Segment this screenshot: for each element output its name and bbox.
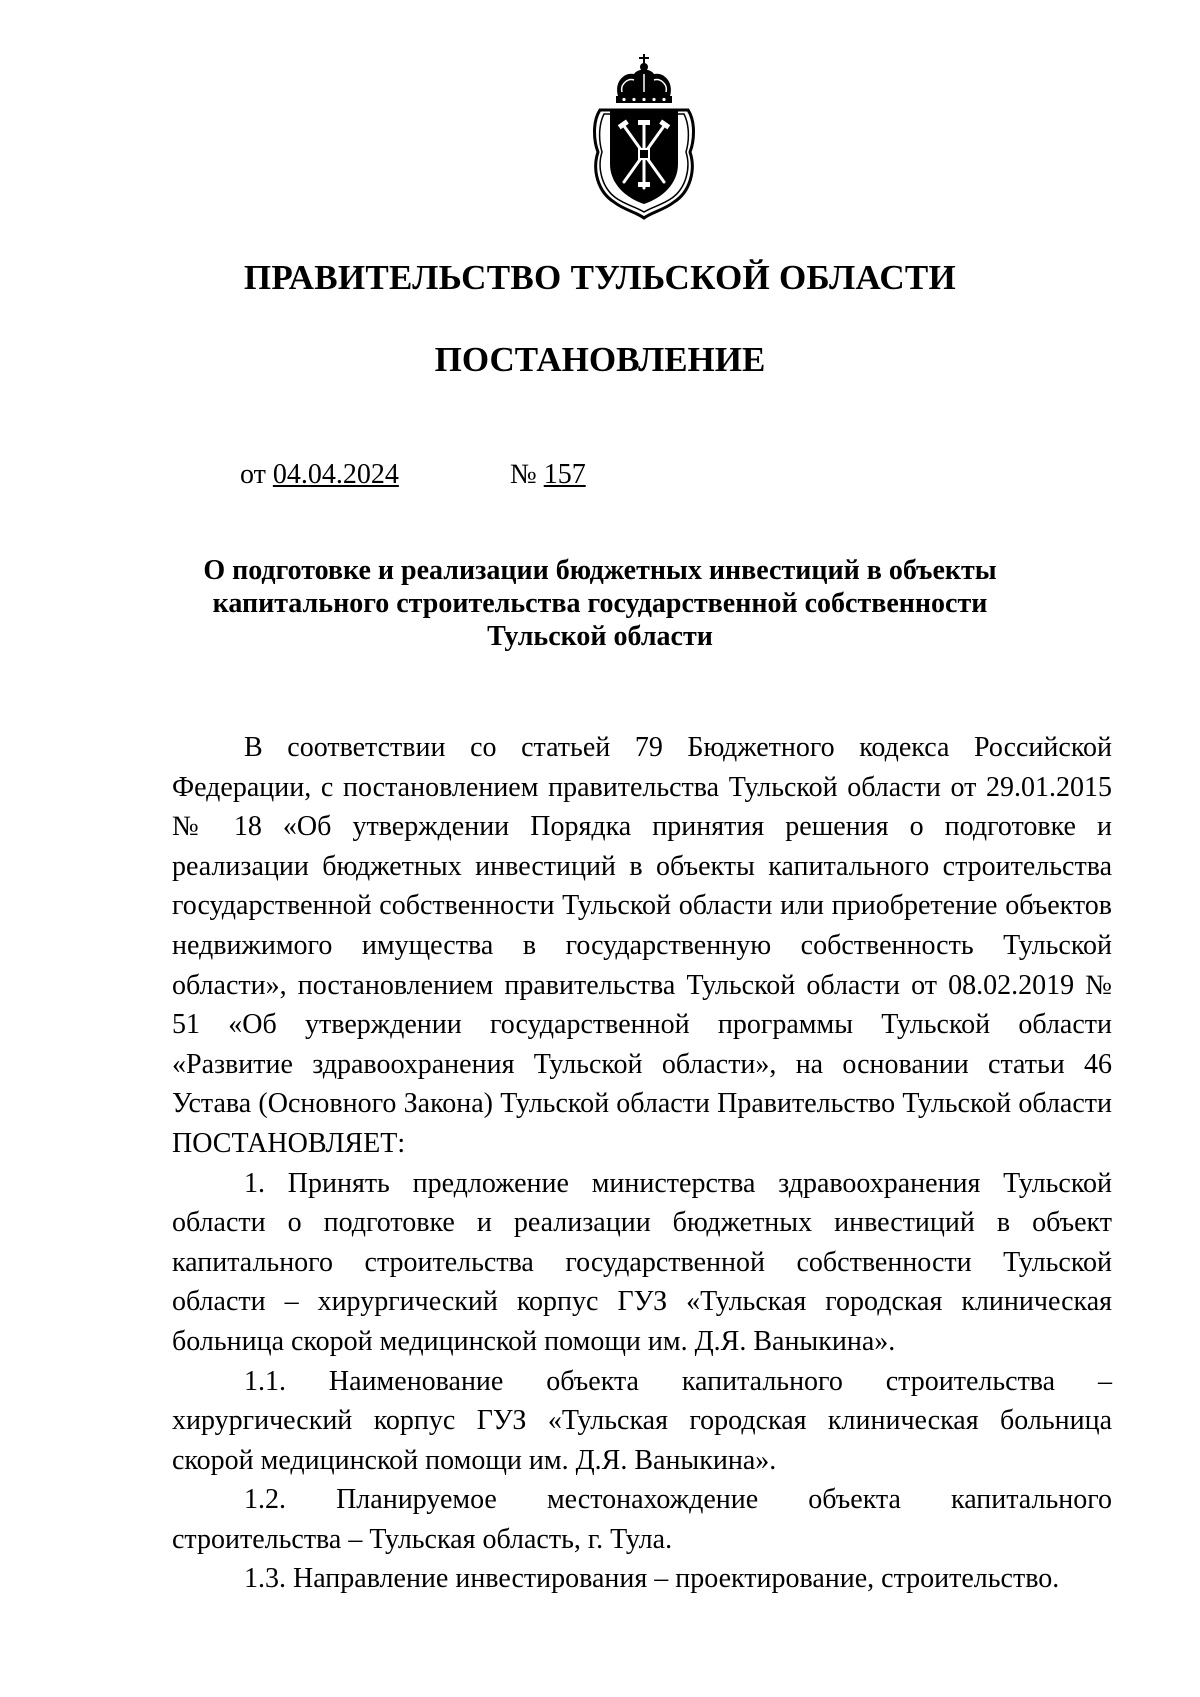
tula-coat-of-arms-icon <box>590 52 698 222</box>
item-1-3-paragraph: 1.3. Направление инвестирования – проектирование, строительство. <box>244 1563 1060 1595</box>
document-body <box>172 728 1112 1599</box>
item-1-paragraph: 1. Принять предложение министерства здравоохранения Тульской области о подготовке и реализации бюджетных инвестиций в объект капитального строительства государственной собственности Тульской области – хирургический корпус ГУЗ «Тульская городская клиническая больница скорой медицинской помощи им. Д.Я. Ваныкина». <box>172 1167 1112 1357</box>
number-prefix: № <box>510 459 544 490</box>
item-1-1-paragraph: 1.1. Наименование объекта капитального строительства – хирургический корпус ГУЗ «Тульская городская клиническая больница скорой медицинской помощи им. Д.Я. Ваныкина». <box>172 1365 1112 1476</box>
document-type-title: ПОСТАНОВЛЕНИЕ <box>434 340 766 379</box>
document-subject <box>170 554 1030 653</box>
preamble-paragraph: В соответствии со статьей 79 Бюджетного кодекса Российской Федерации, с постановлением правительства Тульской области от 29.01.2015 № 18 «Об утверждении Порядка принятия решения о подготовке и реализации бюджетных инвестиций в объекты капитального строительства государственной собственности Тульской области или приобретение объектов недвижимого имущества в государственную собственность Тульской области», постановлением правительства Тульской области от 08.02.2019 № 51 «Об утверждении государственной программы Тульской области «Развитие здравоохранения Тульской области», на основании статьи 46 Устава (Основного Закона) Тульской области Правительство Тульской области ПОСТАНОВЛЯЕТ: <box>172 732 1112 1159</box>
item-1-2-paragraph: 1.2. Планируемое местонахождение объекта капитального строительства – Тульская область, г. Тула. <box>172 1484 1112 1555</box>
crown-icon <box>616 54 672 103</box>
government-title: ПРАВИТЕЛЬСТВО ТУЛЬСКОЙ ОБЛАСТИ <box>243 258 957 297</box>
subject-line: Тульской области <box>487 621 713 652</box>
document-date <box>240 458 399 492</box>
date-value: 04.04.2024 <box>272 459 399 490</box>
subject-line: капитального строительства государственной собственности <box>212 588 988 619</box>
document-number <box>510 458 586 492</box>
date-prefix: от <box>240 459 273 490</box>
number-value: 157 <box>543 459 586 490</box>
subject-line: О подготовке и реализации бюджетных инвестиций в объекты <box>203 555 997 586</box>
